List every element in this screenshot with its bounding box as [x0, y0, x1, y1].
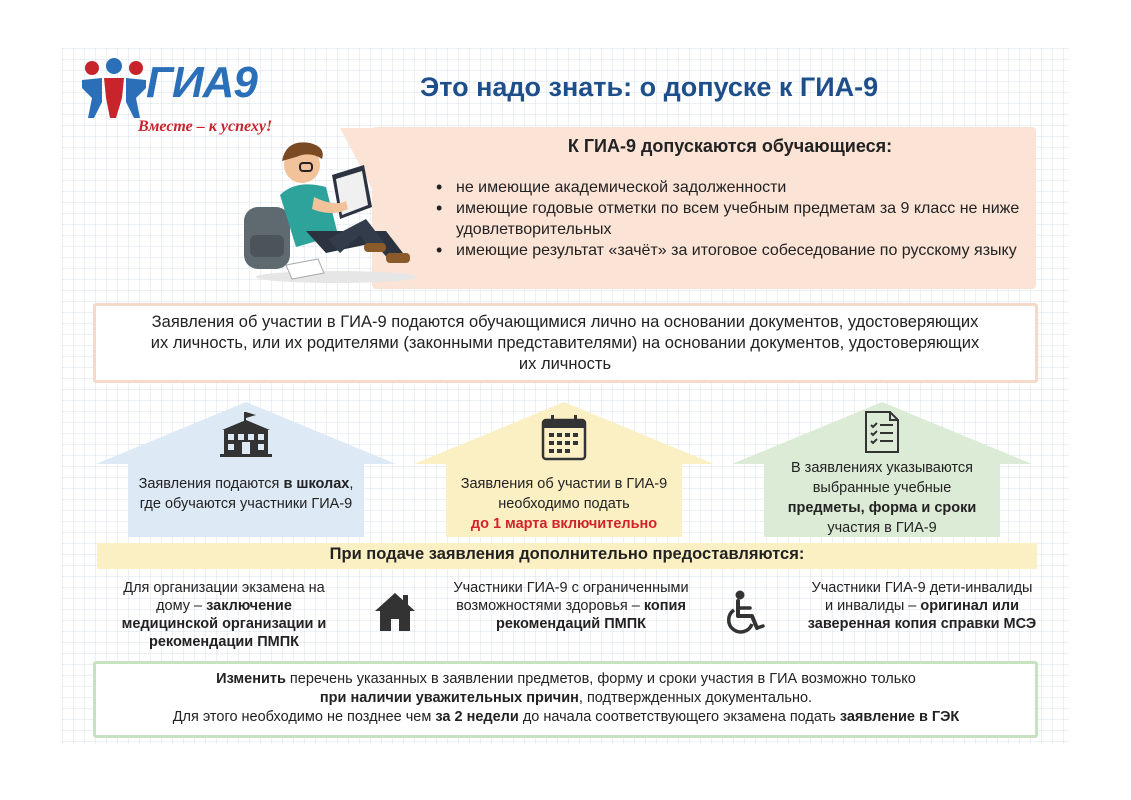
house-text-part: Заявления подаются	[138, 476, 284, 492]
change-line-1	[110, 670, 1022, 689]
column-text: Участники ГИА-9 с ограниченными возможностями здоровья –	[453, 580, 689, 614]
change-part: перечень указанных в заявлении предметов, форму и сроки участия в ГИА возможно только	[285, 671, 916, 687]
house-text-part: участия в ГИА-9	[827, 520, 937, 536]
house-text-part: В заявлениях указываются выбранные учебные	[790, 460, 974, 496]
logo-text: ГИА9	[146, 58, 257, 107]
column-text-bold: оригинал или заверенная копия справки МСЭ	[807, 598, 1037, 632]
home-icon	[373, 591, 417, 633]
house-text-deadline	[446, 474, 682, 534]
house-text-bold: предметы, форма и сроки	[787, 500, 977, 516]
list-item: • имеющие годовые отметки по всем учебным предметам за 9 класс не ниже удовлетворительных	[436, 198, 1026, 240]
logo-people-icon	[78, 58, 150, 120]
change-text	[110, 670, 1022, 727]
house-text-part: , где обучаются участники ГИА-9	[139, 476, 354, 512]
invalids-text	[806, 579, 1038, 633]
gia9-logo	[78, 56, 288, 142]
column-text: Для организации экзамена на дому –	[123, 580, 325, 614]
disabilities-text	[448, 579, 694, 633]
column-text-bold: заключение медицинской организации и рекомендации ПМПК	[121, 598, 327, 650]
change-part: Для этого необходимо не позднее чем	[172, 709, 436, 725]
house-deadline	[414, 402, 714, 537]
checklist-icon	[864, 410, 900, 454]
column-text: Участники ГИА-9 дети-инвалиды и инвалиды –	[811, 580, 1033, 614]
student-reading-illustration	[236, 135, 426, 285]
change-bold: заявление в ГЭК	[839, 709, 960, 725]
change-part: , подтвержденных документально.	[578, 690, 813, 706]
house-schools	[96, 402, 396, 537]
page-title: Это надо знать: о допуске к ГИА-9	[420, 72, 879, 102]
house-subjects	[732, 402, 1032, 537]
additional-title: При подаче заявления дополнительно предоставляются:	[329, 545, 805, 563]
logo-slogan: Вместе – к успеху!	[138, 118, 273, 135]
deadline-text: до 1 марта включительно	[470, 516, 658, 532]
change-bold: за 2 недели	[435, 709, 519, 725]
application-text: Заявления об участии в ГИА-9 подаются обучающимися лично на основании документов, удостоверяющих их личность, или их родителями (законными представителями) на основании документов, удостоверяющих их личность	[150, 313, 980, 373]
change-line-2	[110, 689, 1022, 708]
home-exam-text	[106, 579, 342, 651]
admission-title: К ГИА-9 допускаются обучающиеся:	[567, 136, 893, 156]
change-bold: Изменить	[216, 671, 286, 687]
list-item: • не имеющие академической задолженности	[436, 177, 1026, 198]
list-item: • имеющие результат «зачёт» за итоговое собеседование по русскому языку	[436, 240, 1026, 261]
school-building-icon	[218, 412, 274, 458]
house-text-schools	[128, 474, 364, 514]
house-text-part: Заявления об участии в ГИА-9 необходимо подать	[460, 476, 668, 512]
wheelchair-icon	[726, 590, 768, 636]
calendar-icon	[540, 414, 588, 462]
admission-list	[436, 177, 1026, 261]
change-part: до начала соответствующего экзамена подать	[518, 709, 840, 725]
column-text-bold: копия рекомендаций ПМПК	[495, 598, 686, 632]
house-text-subjects	[764, 458, 1000, 538]
change-bold: при наличии уважительных причин	[319, 690, 579, 706]
change-line-3	[110, 708, 1022, 727]
house-text-bold: в школах	[283, 476, 350, 492]
